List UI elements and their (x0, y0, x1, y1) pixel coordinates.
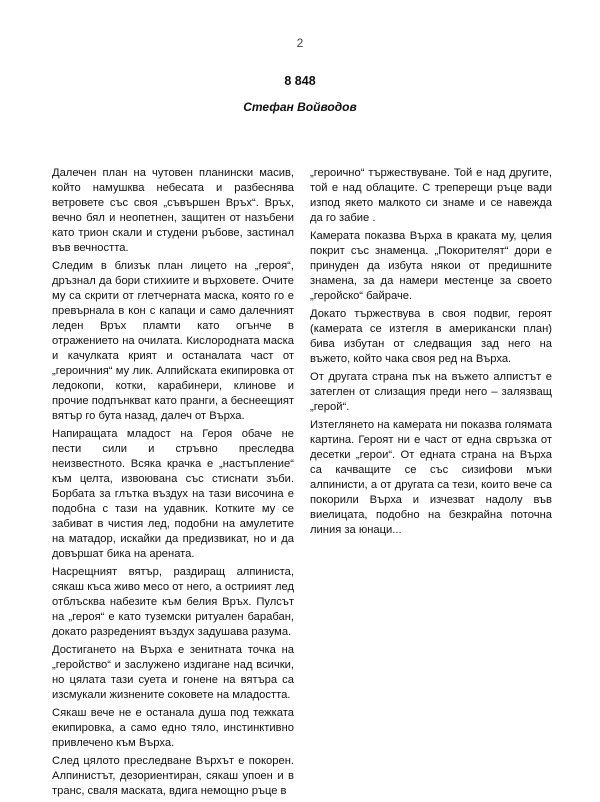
paragraph: Изтеглянето на камерата ни показва голямата картина. Героят ни е част от една свръзка от десетки „герои“. От едната страна на Върха са качващите се със сизифови мъки алпинисти, а от другата са тези, които вече са покорили Върха и изчезват надолу във виелицата, подобно на безкрайна поточна линия за юнаци... (310, 419, 552, 536)
paragraph: Далечен план на чутовен планински масив, който намушква небесата и разбеснява ветровете със своя „съвършен Връх“. Връх, вечно бял и неопетнен, защитен от назъбени като трион скали и студени ръбове, застинал във вечността. (52, 167, 294, 254)
paragraph: Напиращата младост на Героя обаче не пести сили и стръвно преследва неизвестното. Всяка крачка е „настъпление“ към целта, извоювана със стиснати зъби. Борбата за глътка въздух на тази височина е подобна с тази на удавник. Котките му се забиват в чистия лед, подобни на амулетите на матадор, искайки да предизвикат, но и да довършат бика на арената. (52, 428, 294, 560)
story-title: 8 848 (284, 74, 316, 88)
right-column (310, 166, 552, 541)
author-name: Стефан Войводов (243, 100, 357, 114)
paragraph: Следим в близък план лицето на „героя“, дръзнал да бори стихиите и върховете. Очите му са скрити от глетчерната маска, която го е превърнала в кон с капаци и само далечният леден Връх пламти като огънче в отражението на очилата. Кислородната маска и качулката крият и останалата част от „героичния“ му лик. Алпийската екипировка от ледокопи, котки, карабинери, клинове и прочие подпънкват като пранги, а беснеещият вятър го бута назад, далеч от Върха. (52, 260, 294, 422)
paragraph: Насрещният вятър, раздиращ алпиниста, сякаш къса живо месо от него, а остриият лед отблъсква набезите към белия Връх. Пулсът на „героя“ е като туземски ритуален барабан, докато разреденият въздух задушава разума. (52, 566, 294, 638)
paragraph: Достигането на Върха е зенитната точка на „геройство“ и заслужено издигане над всички, но цялата тази суета и гонене на вятъра са изсмукали жизнените соковете на младостта. (52, 644, 294, 701)
left-column (52, 166, 294, 802)
paragraph: От другата страна пък на въжето алпистът е затеглен от слизащия преди него – залязващ „герой“. (310, 371, 552, 413)
paragraph: Камерата показва Върха в краката му, целия покрит със знаменца. „Покорителят“ дори е принуден да избута някои от предишните знамена, за да намери местенце за своето „геройско“ байраче. (310, 230, 552, 302)
paragraph: „героично“ тържествуване. Той е над другите, той е над облаците. С треперещи ръце вади изпод якето малкото си знаме и се навежда да го забие . (310, 167, 552, 224)
paragraph: Докато тържествува в своя подвиг, героят (камерата се изтегля в американски план) бива избутан от следващия зад него на въжето, който чака своя ред на Върха. (310, 308, 552, 365)
page-number: 2 (296, 36, 304, 50)
paragraph: Сякаш вече не е останала душа под тежката екипировка, а само едно тяло, инстинктивно привлечено към Върха. (52, 707, 294, 749)
paragraph: След цялото преследване Върхът е покорен. Алпинистът, дезориентиран, сякаш упоен и в транс, сваля маската, вдига немощно ръце в (52, 755, 294, 797)
